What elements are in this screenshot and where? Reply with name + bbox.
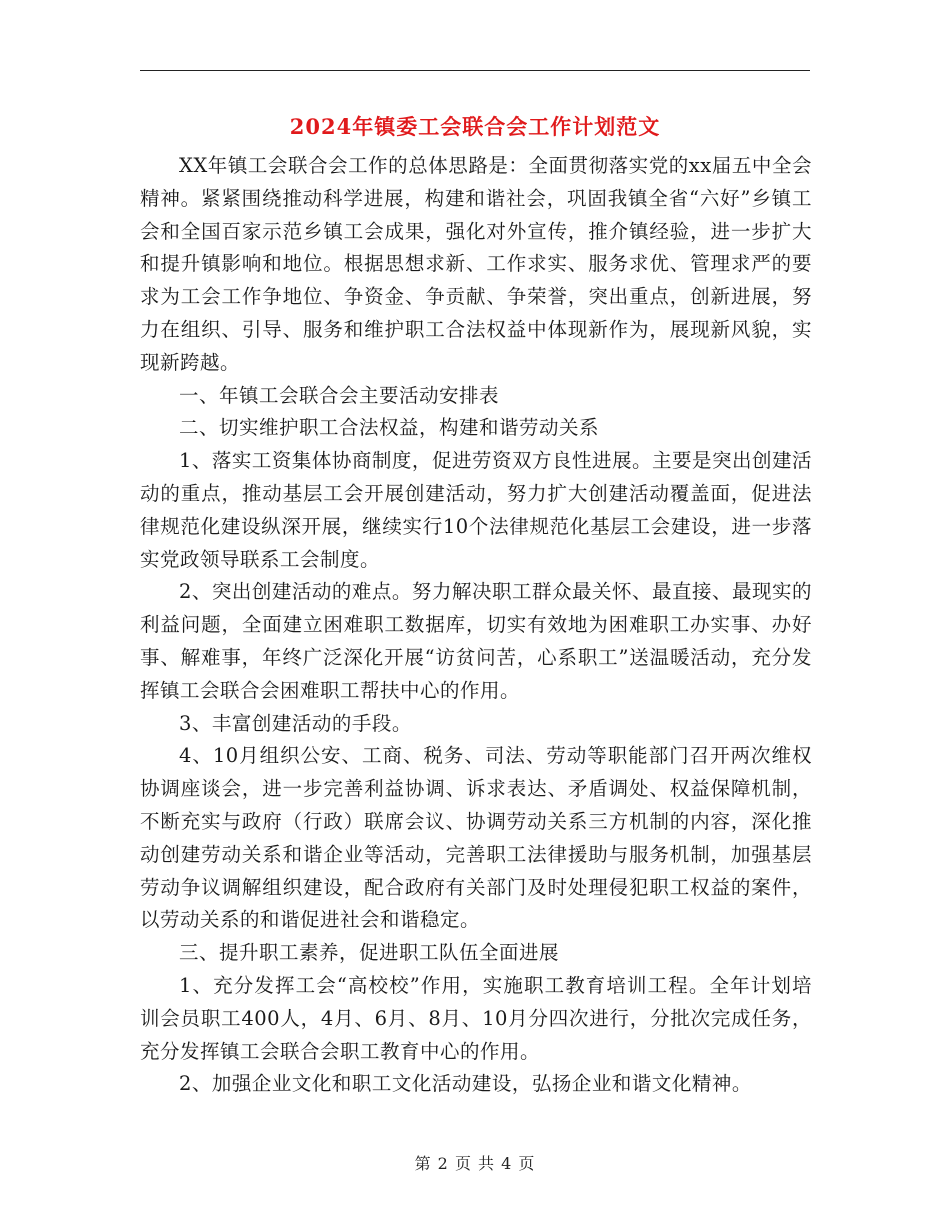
paragraph-item-3-1: 1、充分发挥工会“高校校”作用，实施职工教育培训工程。全年计划培训会员职工400人，4月、6月、8月、10月分四次进行，分批次完成任务，充分发挥镇工会联合会职工教育中心的作用。 — [140, 973, 812, 1063]
paragraph-overview: XX年镇工会联合会工作的总体思路是：全面贯彻落实党的xx届五中全会精神。紧紧围绕推动科学进展，构建和谐社会，巩固我镇全省“六好”乡镇工会和全国百家示范乡镇工会成果，强化对外宣传，推介镇经验，进一步扩大和提升镇影响和地位。根据思想求新、工作求实、服务求优、管理求严的要求为工会工作争地位、争资金、争贡献、争荣誉，突出重点，创新进展，努力在组织、引导、服务和维护职工合法权益中体现新作为，展现新风貌，实现新跨越。 — [140, 154, 812, 374]
section-heading-3: 三、提升职工素养，促进职工队伍全面进展 — [179, 941, 560, 965]
paragraph-item-2-2: 2、突出创建活动的难点。努力解决职工群众最关怀、最直接、最现实的利益问题，全面建立困难职工数据库，切实有效地为困难职工办实事、办好事、解难事，年终广泛深化开展“访贫问苦，心系职工”送温暖活动，充分发挥镇工会联合会困难职工帮扶中心的作用。 — [140, 580, 812, 702]
document-title: 2024年镇委工会联合会工作计划范文 — [289, 114, 661, 139]
page-number-footer: 第 2 页 共 4 页 — [414, 1154, 536, 1173]
section-heading-1: 一、年镇工会联合会主要活动安排表 — [179, 383, 500, 407]
header-rule — [140, 70, 810, 71]
paragraph-item-3-2: 2、加强企业文化和职工文化活动建设，弘扬企业和谐文化精神。 — [179, 1072, 752, 1096]
paragraph-item-2-3: 3、丰富创建活动的手段。 — [179, 711, 412, 735]
paragraph-item-2-1: 1、落实工资集体协商制度，促进劳资双方良性进展。主要是突出创建活动的重点，推动基层工会开展创建活动，努力扩大创建活动覆盖面，促进法律规范化建设纵深开展，继续实行10个法律规范化基层工会建设，进一步落实党政领导联系工会制度。 — [140, 449, 812, 571]
document-body — [140, 150, 812, 1101]
section-heading-2: 二、切实维护职工合法权益，构建和谐劳动关系 — [179, 416, 600, 440]
paragraph-item-2-4: 4、10月组织公安、工商、税务、司法、劳动等职能部门召开两次维权协调座谈会，进一步完善利益协调、诉求表达、矛盾调处、权益保障机制，不断充实与政府（行政）联席会议、协调劳动关系三方机制的内容，深化推动创建劳动关系和谐企业等活动，完善职工法律援助与服务机制，加强基层劳动争议调解组织建设，配合政府有关部门及时处理侵犯职工权益的案件，以劳动关系的和谐促进社会和谐稳定。 — [140, 744, 812, 932]
